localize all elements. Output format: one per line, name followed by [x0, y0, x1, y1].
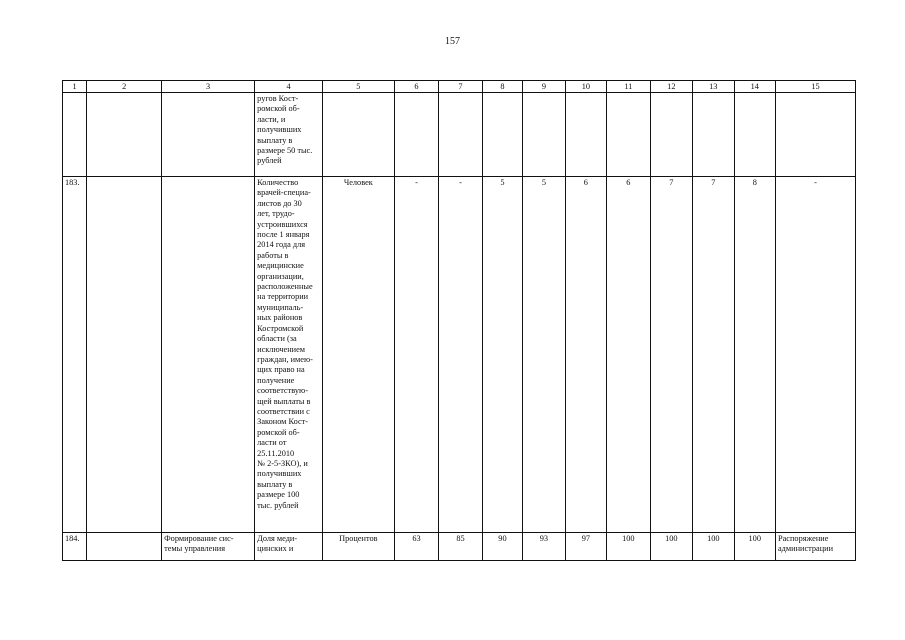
- row-number: 184.: [63, 533, 87, 561]
- value-cell: 100: [693, 533, 734, 561]
- value-cell: 97: [565, 533, 606, 561]
- task-description: Формирование сис- темы управления: [162, 533, 255, 561]
- header-cell: 7: [439, 81, 482, 93]
- header-cell: 11: [607, 81, 650, 93]
- header-cell: 3: [162, 81, 255, 93]
- header-cell: 13: [693, 81, 734, 93]
- row-number: 183.: [63, 177, 87, 533]
- value-cell: -: [439, 177, 482, 533]
- basis-cell: -: [776, 177, 856, 533]
- value-cell: 7: [693, 177, 734, 533]
- page-number: 157: [445, 36, 460, 47]
- table-row-184: [63, 533, 856, 561]
- header-cell: 10: [565, 81, 606, 93]
- header-cell: 6: [394, 81, 439, 93]
- header-cell: 2: [87, 81, 162, 93]
- indicator-description: ругов Кост- ромской об- ласти, и получивших выплату в размере 50 тыс. рублей: [255, 93, 323, 177]
- value-cell: 5: [523, 177, 565, 533]
- value-cell: 90: [482, 533, 522, 561]
- value-cell: 5: [482, 177, 522, 533]
- table-row-continuation: [63, 93, 856, 177]
- indicator-description: Доля меди- цинских и: [255, 533, 323, 561]
- indicator-table: [62, 80, 856, 561]
- value-cell: 6: [565, 177, 606, 533]
- header-cell: 8: [482, 81, 522, 93]
- value-cell: 63: [394, 533, 439, 561]
- header-cell: 12: [650, 81, 692, 93]
- value-cell: 6: [607, 177, 650, 533]
- header-cell: 5: [322, 81, 394, 93]
- table-row-183: [63, 177, 856, 533]
- value-cell: 7: [650, 177, 692, 533]
- unit-cell: Человек: [322, 177, 394, 533]
- header-cell: 9: [523, 81, 565, 93]
- header-cell: 15: [776, 81, 856, 93]
- value-cell: 8: [734, 177, 775, 533]
- value-cell: 93: [523, 533, 565, 561]
- basis-cell: Распоряжение администрации: [776, 533, 856, 561]
- header-cell: 1: [63, 81, 87, 93]
- unit-cell: Процентов: [322, 533, 394, 561]
- header-cell: 14: [734, 81, 775, 93]
- value-cell: 100: [734, 533, 775, 561]
- header-row: [63, 81, 856, 93]
- header-cell: 4: [255, 81, 323, 93]
- value-cell: 100: [607, 533, 650, 561]
- indicator-description: Количество врачей-специа- листов до 30 лет, трудо- устроившихся после 1 января 2014 года для работы в медицинские организации, расположенные на территории муниципаль- ных районов Костромской области (за исключением граждан, имею- щих право на получение соответствую- щей выплаты в соответствии с Законом Кост- ромской об- ласти от 25.11.2010 № 2-5-ЗКО), и получивших выплату в размере 100 тыс. рублей: [255, 177, 323, 533]
- value-cell: 100: [650, 533, 692, 561]
- value-cell: 85: [439, 533, 482, 561]
- value-cell: -: [394, 177, 439, 533]
